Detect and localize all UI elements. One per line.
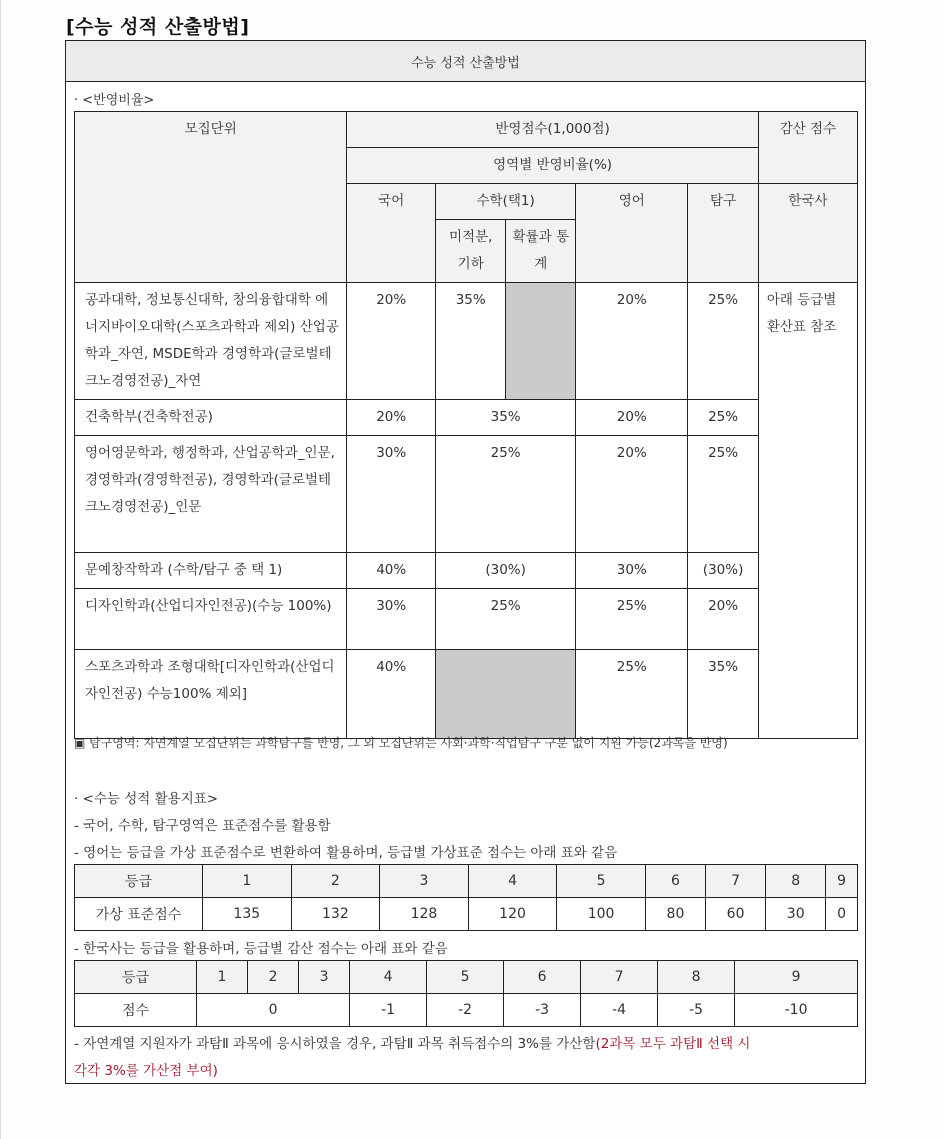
math-cell: (30%) [436,553,576,589]
table-row [75,283,858,400]
page-title: [수능 성적 산출방법] [66,16,250,38]
math-stats-na-cell [506,283,576,400]
table-row [75,994,858,1027]
grade-cell: 4 [350,961,427,994]
grade-cell: 9 [826,865,858,898]
score-cell: -3 [504,994,581,1027]
grade-cell: 3 [380,865,469,898]
korean-cell: 30% [347,436,436,553]
inquiry-cell: 25% [688,283,759,400]
table-row [75,400,858,436]
table-row [75,898,858,931]
score-cell: -1 [350,994,427,1027]
section-metrics-label: · <수능 성적 활용지표> [74,791,219,807]
header-deduction: 감산 점수 [758,112,857,184]
math-calc-cell: 35% [436,283,506,400]
grade-cell: 5 [557,865,646,898]
grade-cell: 1 [203,865,292,898]
box-title: 수능 성적 산출방법 [66,41,865,82]
history-grade-table [74,960,858,1027]
score-cell: 100 [557,898,646,931]
header-ratio: 영역별 반영비율(%) [347,148,759,184]
bonus-line [74,1032,750,1052]
inquiry-cell: 25% [688,436,759,553]
score-cell: 30 [766,898,826,931]
math-cell: 35% [436,400,576,436]
grade-cell: 6 [504,961,581,994]
korean-cell: 30% [347,589,436,650]
score-method-box [65,40,866,1084]
header-inquiry: 탐구 [688,184,759,283]
table-row [75,553,858,589]
english-conversion-line: - 영어는 등급을 가상 표준점수로 변환하여 활용하며, 등급별 가상표준 점수는 아래 표와 같음 [74,845,618,861]
table-row [75,961,858,994]
grade-cell: 7 [581,961,658,994]
korean-cell: 20% [347,283,436,400]
score-cell: 80 [645,898,705,931]
score-cell: -5 [658,994,735,1027]
korean-cell: 20% [347,400,436,436]
unit-cell: 영어영문학과, 행정학과, 산업공학과_인문, 경영학과(경영학전공), 경영학과(글로벌테크노경영전공)_인문 [75,436,347,553]
header-english: 영어 [576,184,688,283]
score-cell: 0 [197,994,350,1027]
english-cell: 20% [576,400,688,436]
header-math: 수학(택1) [436,184,576,220]
grade-cell: 8 [766,865,826,898]
score-cell: -2 [427,994,504,1027]
inquiry-cell: 35% [688,650,759,739]
section-ratio-label: · <반영비율> [74,93,155,108]
unit-cell: 디자인학과(산업디자인전공)(수능 100%) [75,589,347,650]
header-korean: 국어 [347,184,436,283]
history-note-cell: 아래 등급별 환산표 참조 [758,283,857,739]
inquiry-cell: 20% [688,589,759,650]
english-cell: 20% [576,283,688,400]
score-label: 점수 [75,994,197,1027]
grade-cell: 1 [197,961,248,994]
score-cell: -10 [735,994,858,1027]
bonus-text: - 자연계열 지원자가 과탐Ⅱ 과목에 응시하였을 경우, 과탐Ⅱ 과목 취득점수의 3%를 가산함 [74,1036,596,1052]
english-cell: 20% [576,436,688,553]
grade-cell: 4 [468,865,557,898]
bonus-highlight-b: 각각 3%를 가산점 부여) [74,1063,218,1079]
score-cell: 120 [468,898,557,931]
unit-cell: 건축학부(건축학전공) [75,400,347,436]
korean-cell: 40% [347,553,436,589]
grade-cell: 9 [735,961,858,994]
header-score-total: 반영점수(1,000점) [347,112,759,148]
grade-label: 등급 [75,961,197,994]
grade-label: 등급 [75,865,203,898]
score-label: 가상 표준점수 [75,898,203,931]
header-math-stats: 확률과 통계 [506,220,576,283]
history-deduction-line: - 한국사는 등급을 활용하며, 등급별 감산 점수는 아래 표와 같음 [74,941,448,957]
unit-cell: 스포츠과학과 조형대학[디자인학과(산업디자인전공) 수능100% 제외] [75,650,347,739]
grade-cell: 2 [291,865,380,898]
math-cell: 25% [436,436,576,553]
korean-cell: 40% [347,650,436,739]
grade-cell: 5 [427,961,504,994]
english-cell: 25% [576,589,688,650]
score-cell: 128 [380,898,469,931]
header-unit: 모집단위 [75,112,347,283]
table-row [75,650,858,739]
inquiry-note: ▣ 탐구영역: 자연계열 모집단위는 과학탐구를 반영, 그 외 모집단위는 사회·과학·직업탐구 구분 없이 지원 가능(2과목을 반영) [74,736,728,750]
ratio-table [74,111,858,739]
math-na-cell [436,650,576,739]
score-cell: 60 [706,898,766,931]
math-cell: 25% [436,589,576,650]
english-grade-table [74,864,858,931]
header-history: 한국사 [758,184,857,283]
grade-cell: 2 [248,961,299,994]
unit-cell: 공과대학, 정보통신대학, 창의융합대학 에너지바이오대학(스포츠과학과 제외) 산업공학과_자연, MSDE학과 경영학과(글로벌테크노경영전공)_자연 [75,283,347,400]
header-math-calc: 미적분, 기하 [436,220,506,283]
grade-cell: 7 [706,865,766,898]
inquiry-cell: (30%) [688,553,759,589]
table-row [75,589,858,650]
table-row [75,865,858,898]
inquiry-cell: 25% [688,400,759,436]
page-left-rule [0,0,1,1139]
table-row [75,436,858,553]
score-cell: 132 [291,898,380,931]
standard-score-line: - 국어, 수학, 탐구영역은 표준점수를 활용함 [74,818,331,834]
english-cell: 25% [576,650,688,739]
score-cell: 135 [203,898,292,931]
unit-cell: 문예창작학과 (수학/탐구 중 택 1) [75,553,347,589]
grade-cell: 8 [658,961,735,994]
score-cell: 0 [826,898,858,931]
bonus-highlight-a: (2과목 모두 과탐Ⅱ 선택 시 [595,1036,751,1052]
english-cell: 30% [576,553,688,589]
grade-cell: 6 [645,865,705,898]
score-cell: -4 [581,994,658,1027]
grade-cell: 3 [299,961,350,994]
